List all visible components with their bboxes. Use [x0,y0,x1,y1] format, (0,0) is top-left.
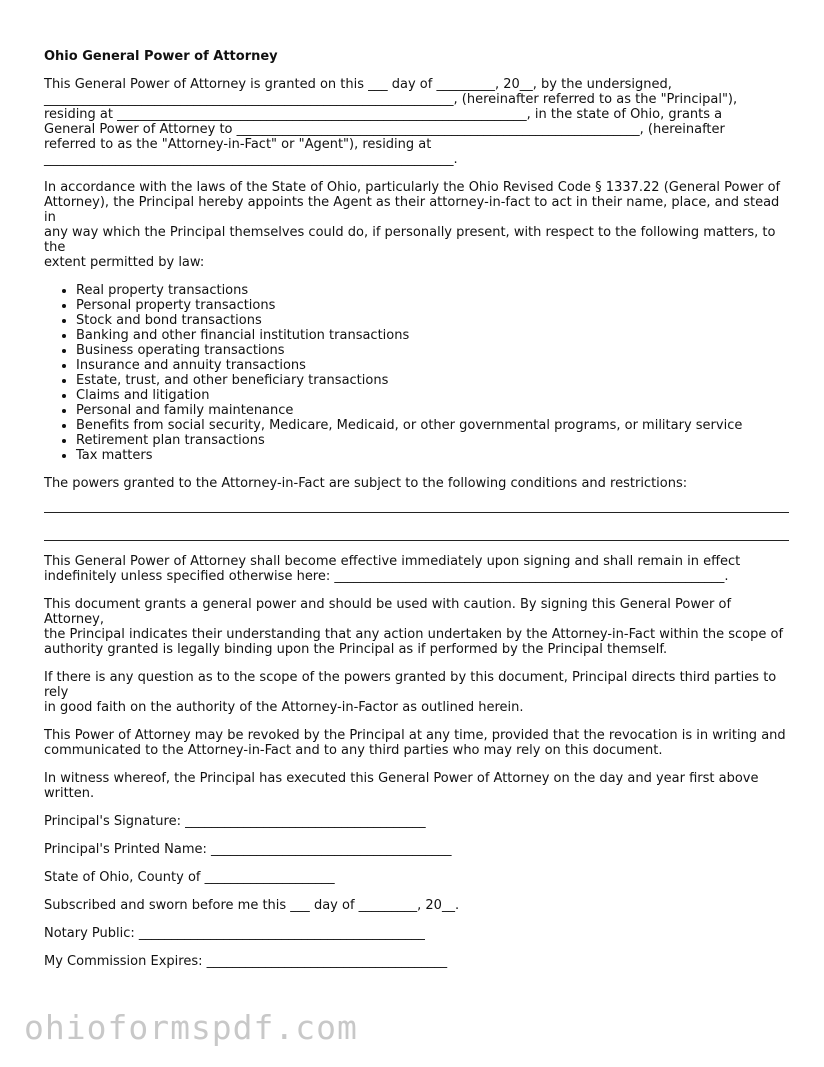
principal-signature-line: Principal's Signature: _____________________________________ [44,814,426,829]
accordance-paragraph: In accordance with the laws of the State of Ohio, particularly the Ohio Revised Code § 1337.22 (General Power of Attorney), the Principal hereby appoints the Agent as their attorney-in-fact to act in their name, place, and stead in any way which the Principal themselves could do, if personally present, with respect to the following matters, to the extent permitted by law: [44,180,781,270]
list-item: • Insurance and annuity transactions [76,358,789,373]
list-item: • Business operating transactions [76,343,789,358]
list-item: • Estate, trust, and other beneficiary transactions [76,373,789,388]
list-item: • Tax matters [76,448,789,463]
witness-paragraph: In witness whereof, the Principal has executed this General Power of Attorney on the day and year first above written. [44,771,759,801]
notary-public-line: Notary Public: ____________________________________________ [44,926,425,941]
commission-expires-line: My Commission Expires: _____________________________________ [44,954,448,969]
list-item: • Stock and bond transactions [76,313,789,328]
powers-list [44,283,789,463]
conditions-line-1 [44,512,789,513]
list-item: • Real property transactions [76,283,789,298]
revocation-paragraph: This Power of Attorney may be revoked by the Principal at any time, provided that the revocation is in writing and communicated to the Attorney-in-Fact and to any third parties who may rely on this document. [44,728,786,758]
list-item: • Claims and litigation [76,388,789,403]
intro-paragraph: This General Power of Attorney is granted on this ___ day of _________, 20__, by the undersigned, _______________________________________________________________, (hereinafter referred to as the "Principal"), residing at _______________________________________________________________, in the state of Ohio, grants a General Power of Attorney to ______________________________________________________________, (hereinafter referred to as the "Attorney-in-Fact" or "Agent"), residing at _______________________________________________________________. [44,77,738,167]
list-item: • Personal and family maintenance [76,403,789,418]
caution-paragraph: This document grants a general power and should be used with caution. By signing this General Power of Attorney, the Principal indicates their understanding that any action undertaken by the Attorney-in-Fact within the scope of authority granted is legally binding upon the Principal as if performed by the Principal themself. [44,597,784,657]
effective-paragraph: This General Power of Attorney shall become effective immediately upon signing and shall remain in effect indefinitely unless specified otherwise here: ____________________________________________________________. [44,554,741,584]
list-item: • Benefits from social security, Medicare, Medicaid, or other governmental programs, or military service [76,418,789,433]
conditions-line-2 [44,540,789,541]
list-item: • Retirement plan transactions [76,433,789,448]
principal-printed-name-line: Principal's Printed Name: _____________________________________ [44,842,452,857]
state-county-line: State of Ohio, County of ____________________ [44,870,335,885]
list-item: • Personal property transactions [76,298,789,313]
document [44,49,789,982]
list-item: • Banking and other financial institution transactions [76,328,789,343]
question-paragraph: If there is any question as to the scope of the powers granted by this document, Principal directs third parties to rely in good faith on the authority of the Attorney-in-Factor as outlined herein. [44,670,777,715]
subscribed-sworn-line: Subscribed and sworn before me this ___ day of _________, 20__. [44,898,460,913]
watermark: ohioformspdf.com [24,1008,358,1047]
conditions-paragraph: The powers granted to the Attorney-in-Fact are subject to the following conditions and restrictions: [44,476,688,491]
document-title: Ohio General Power of Attorney [44,49,278,64]
